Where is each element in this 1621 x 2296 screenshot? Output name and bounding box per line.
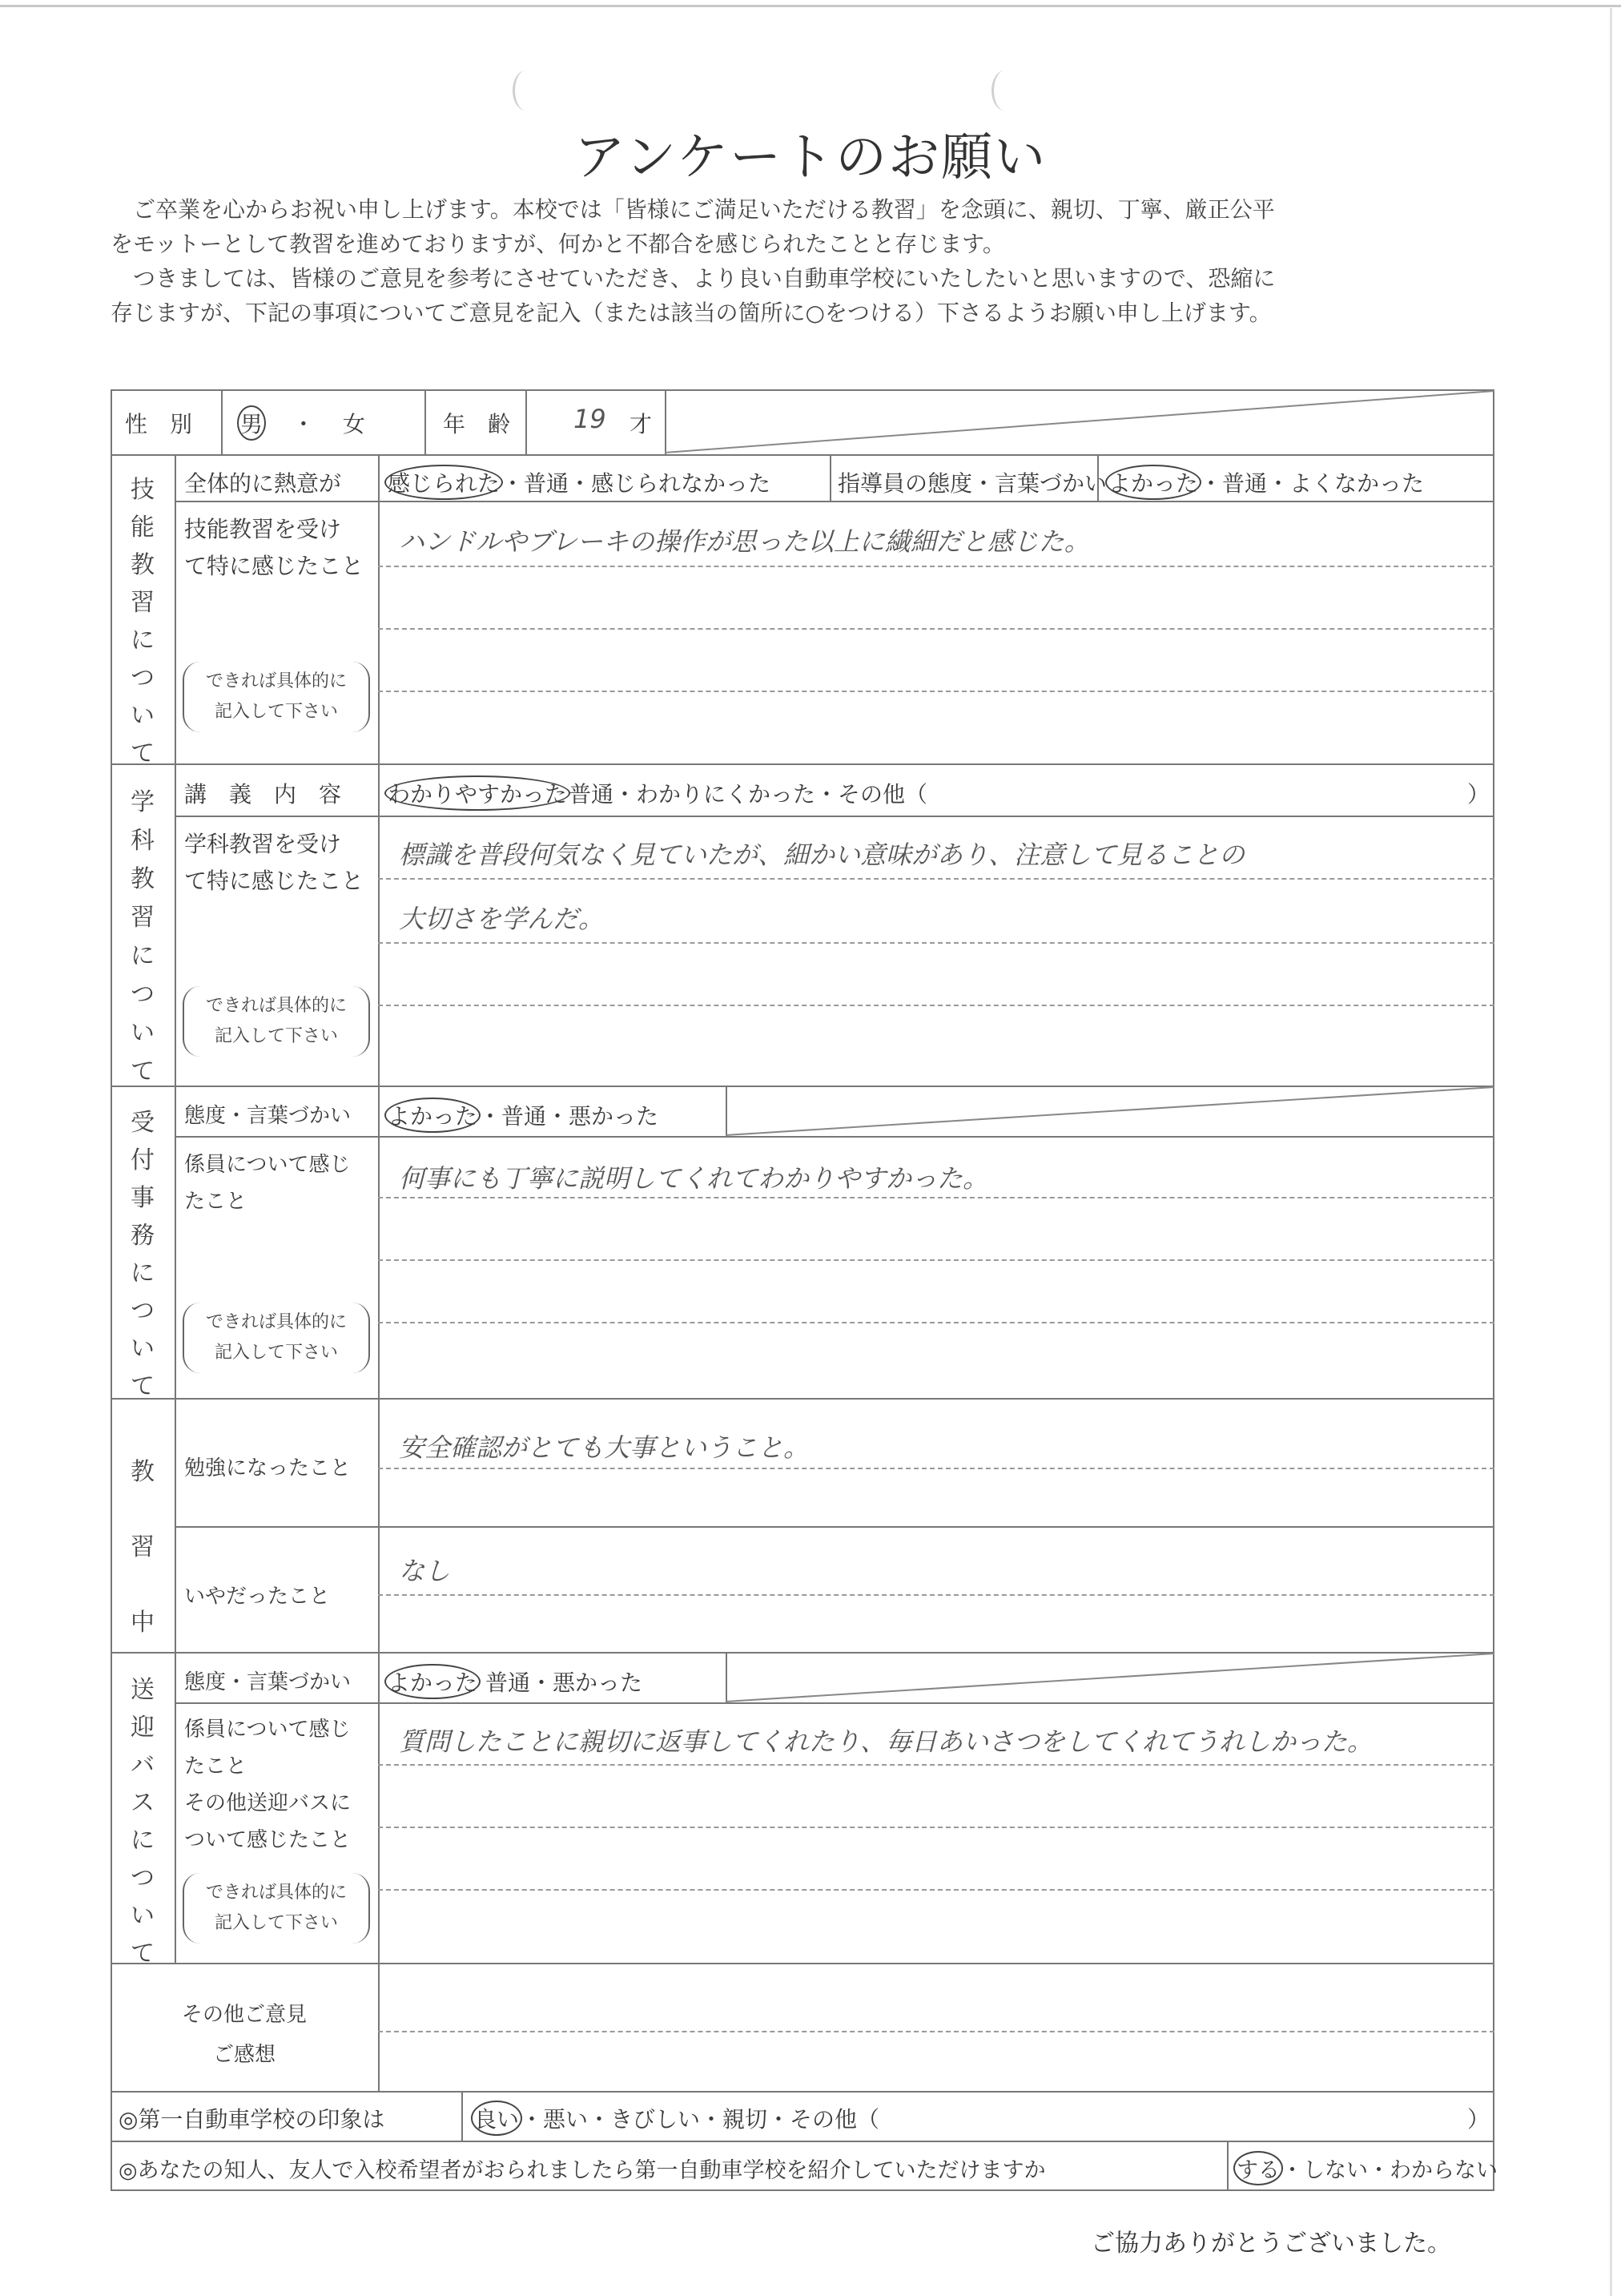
gender-selected: 男 [237, 405, 266, 441]
selected-option: 良い [471, 2101, 522, 2136]
selected-option: よかった [384, 1664, 481, 1699]
other-options: ・普通・よくなかった [1200, 470, 1425, 497]
scan-right-edge [1610, 8, 1612, 2296]
reception-staff-label: 係員について感じ たこと [184, 1153, 351, 1214]
referral-options[interactable] [1235, 2153, 1498, 2184]
disliked-label: いやだったこと [184, 1585, 331, 1609]
section-label-skill: 技 能 教 習 に つ い て [131, 476, 155, 767]
thank-you-text: ご協力ありがとうございました。 [1091, 2230, 1451, 2258]
note-be-specific: できれば具体的に 記入して下さい [183, 662, 370, 732]
intro-line: つきましては、皆様のご意見を参考にさせていただき、より良い自動車学校にいたしたいと思いますので、恐縮に [133, 265, 1276, 292]
learned-answer[interactable]: 安全確認がとても大事ということ。 [399, 1432, 810, 1463]
other-options: 普通・わかりにくかった・その他（ [569, 781, 928, 808]
intro-line: 存じますが、下記の事項についてご意見を記入（または該当の箇所に○をつける）下さるようお願い申し上げます。 [111, 300, 1272, 326]
punch-hole-mark [992, 70, 1018, 111]
punch-hole-mark [513, 70, 539, 111]
reception-answer[interactable]: 何事にも丁寧に説明してくれてわかりやすかった。 [399, 1163, 989, 1194]
skill-impression-label: 技能教習を受け て特に感じたこと [184, 516, 364, 579]
reception-attitude-options[interactable] [386, 1099, 658, 1131]
age-unit: 才 [629, 411, 653, 437]
section-label-academic: 学 科 教 習 に つ い て [131, 788, 155, 1086]
selected-option: よかった [384, 1098, 481, 1133]
selected-option: よかった [1105, 465, 1201, 500]
diagonal-strike [726, 1086, 1494, 1136]
reception-attitude-label: 態度・言葉づかい [184, 1104, 352, 1128]
intro-line: をモットーとして教習を進めておりますが、何かと不都合を感じられたことと存じます。 [111, 231, 1005, 257]
section-label-during: 教 習 中 [131, 1458, 155, 1637]
note-be-specific: できれば具体的に 記入して下さい [183, 986, 370, 1057]
section-label-reception: 受 付 事 務 に つ い て [131, 1109, 155, 1400]
other-options: ・悪い・きびしい・親切・その他（ [521, 2106, 880, 2133]
age-value[interactable]: 19 [573, 404, 606, 434]
bus-attitude-label: 態度・言葉づかい [184, 1670, 352, 1694]
disliked-answer[interactable]: なし [399, 1556, 451, 1586]
instructor-attitude-label: 指導員の態度・言葉づかい [838, 470, 1108, 497]
close-paren: ） [1467, 2106, 1490, 2133]
lecture-content-label: 講 義 内 容 [184, 781, 342, 808]
academic-answer-line[interactable]: 標識を普段何気なく見ていたが、細かい意味があり、注意して見ることの [399, 840, 1245, 870]
gender-options[interactable] [239, 407, 365, 439]
learned-label: 勉強になったこと [184, 1456, 352, 1480]
skill-enthusiasm-options[interactable] [386, 466, 770, 498]
selected-option: わかりやすかった [384, 775, 570, 811]
section-label-bus: 送 迎 バ ス に つ い て [131, 1676, 155, 1968]
separator: ・ [292, 411, 315, 437]
selected-option: する [1233, 2151, 1283, 2185]
other-options: ・しない・わからない [1281, 2158, 1498, 2183]
page-title: アンケートのお願い [573, 128, 1048, 187]
note-be-specific: できれば具体的に 記入して下さい [183, 1873, 370, 1944]
skill-answer[interactable]: ハンドルやブレーキの操作が思った以上に繊細だと感じた。 [399, 526, 1090, 557]
bus-attitude-options[interactable] [386, 1666, 642, 1698]
other-options: ・普通・悪かった [479, 1103, 659, 1130]
intro-text [111, 192, 1504, 330]
gender-option-female: 女 [342, 411, 365, 437]
other-comments-field[interactable] [380, 1964, 1493, 2089]
impression-label: ◎第一自動車学校の印象は [119, 2106, 385, 2133]
diagonal-strike [726, 1652, 1494, 1702]
instructor-attitude-options[interactable] [1107, 466, 1424, 498]
diagonal-strike [665, 389, 1494, 454]
bus-answer[interactable]: 質問したことに親切に返事してくれたり、毎日あいさつをしてくれてうれしかった。 [399, 1726, 1374, 1757]
skill-enthusiasm-label: 全体的に熱意が [184, 470, 342, 497]
gender-label: 性 別 [125, 411, 193, 437]
survey-form [111, 389, 1498, 2191]
other-options: ・普通・感じられなかった [501, 470, 771, 497]
selected-option: 感じられた [384, 465, 503, 500]
scan-top-edge [0, 5, 1621, 7]
referral-label: ◎あなたの知人、友人で入校希望者がおられましたら第一自動車学校を紹介していただけますか [119, 2158, 1046, 2183]
note-be-specific: できれば具体的に 記入して下さい [183, 1303, 370, 1373]
lecture-content-options[interactable] [386, 777, 927, 809]
other-options: 普通・悪かった [485, 1670, 643, 1696]
impression-options[interactable] [473, 2102, 879, 2134]
academic-answer-line[interactable]: 大切さを学んだ。 [399, 904, 605, 934]
age-label: 年 齢 [443, 411, 511, 437]
close-paren: ） [1467, 781, 1490, 808]
intro-line: ご卒業を心からお祝い申し上げます。本校では「皆様にご満足いただける教習」を念頭に、親切、丁寧、厳正公平 [133, 196, 1275, 223]
other-comments-label: その他ご意見 ご感想 [181, 2003, 307, 2067]
bus-staff-label: 係員について感じ たこと その他送迎バスに ついて感じたこと [184, 1718, 352, 1852]
academic-impression-label: 学科教習を受け て特に感じたこと [184, 831, 364, 894]
